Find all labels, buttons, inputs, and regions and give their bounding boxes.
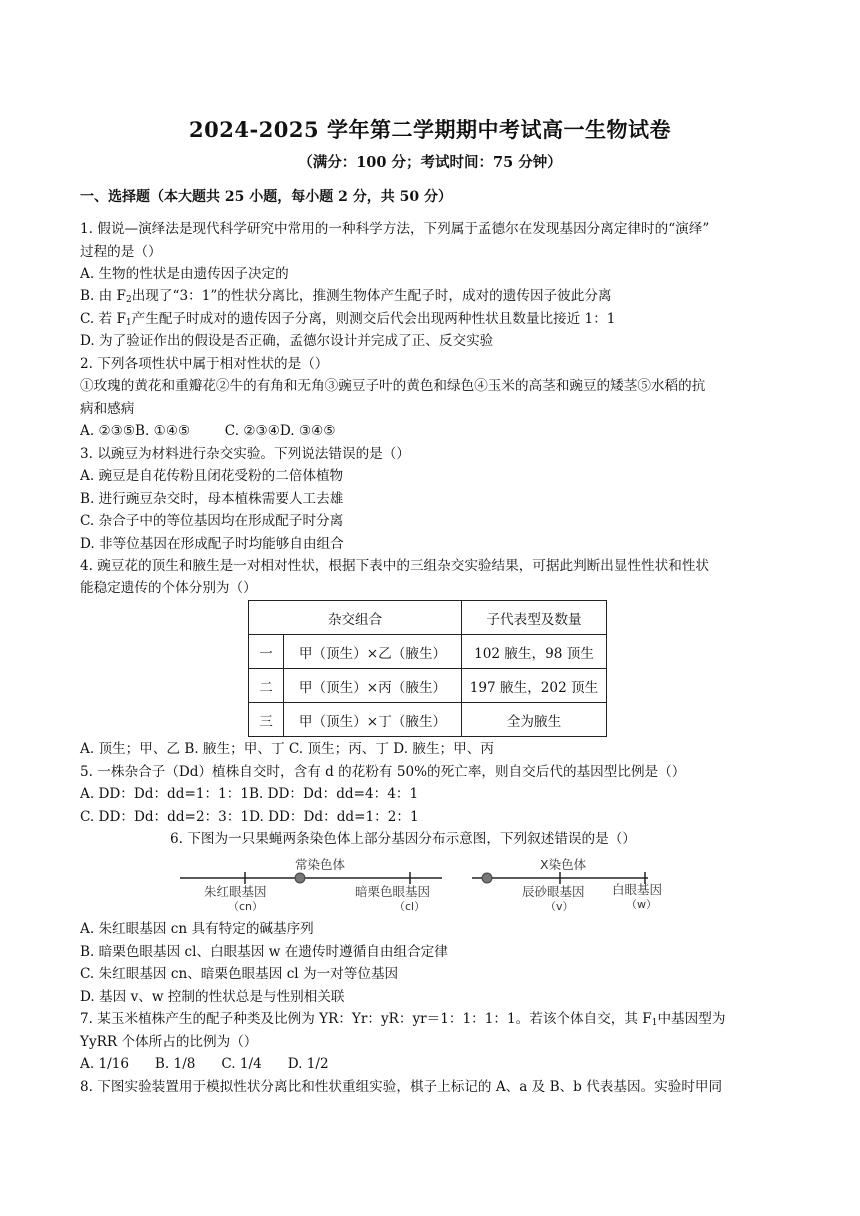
q1-stem-line2: 过程的是（） [80,244,162,260]
xchrom-label: X染色体 [540,857,587,872]
autosome-centromere [295,873,305,883]
row-cross: 甲（顶生）×乙（腋生） [284,635,462,669]
q1-option-b [80,287,612,309]
q1-option-c-post: 产生配子时成对的遗传因子分离，则测交后代会出现两种性状且数量比接近 1：1 [131,311,616,327]
gene-w-symbol: （w） [626,898,657,911]
q7-stem-post: 中基因型为 [657,1011,726,1027]
q7-stem-sub: 1 [651,1018,658,1028]
table-row [249,703,607,737]
q7-stem-pre: 7. 某玉米植株产生的配子种类及比例为 YR：Yr：yR：yr＝1：1：1：1。若该个体自交，其 F [80,1011,652,1027]
row-number: 一 [249,635,284,669]
q3-option-b: B. 进行豌豆杂交时，母本植株需要人工去雄 [80,491,344,507]
q1-option-a: A. 生物的性状是由遗传因子决定的 [80,266,289,282]
xchrom-centromere [482,873,492,883]
header-cross: 杂交组合 [249,601,462,635]
q7-stem-line1 [80,1010,725,1032]
q3-option-c: C. 杂合子中的等位基因均在形成配子时分离 [80,513,344,529]
q5-stem: 5. 一株杂合子（Dd）植株自交时，含有 d 的花粉有 50%的死亡率，则自交后代的基因型比例是（） [80,764,686,780]
gene-cl-label: 暗栗色眼基因 [355,884,431,899]
row-number: 二 [249,669,284,703]
gene-v-symbol: （v） [545,900,574,913]
page-subtitle: （满分：100 分；考试时间：75 分钟） [298,154,562,171]
table-row [249,635,607,669]
gene-cl-symbol: （cl） [394,900,426,913]
q1-option-c [80,310,615,332]
q6-stem: 6. 下图为一只果蝇两条染色体上部分基因分布示意图，下列叙述错误的是（） [170,831,636,847]
q5-options-ab: A. DD：Dd：dd=1：1：1B. DD：Dd：dd=4：4：1 [80,786,419,802]
q1-option-d: D. 为了验证作出的假设是否正确，孟德尔设计并完成了正、反交实验 [80,333,494,349]
q7-options: A. 1/16 B. 1/8 C. 1/4 D. 1/2 [80,1056,329,1072]
q3-stem: 3. 以豌豆为材料进行杂交实验。下列说法错误的是（） [80,446,410,462]
q1-option-b-post: 出现了“3：1”的性状分离比，推测生物体产生配子时，成对的遗传因子彼此分离 [131,288,612,304]
q3-option-d: D. 非等位基因在形成配子时均能够自由组合 [80,536,344,552]
q3-option-a: A. 豌豆是自花传粉且闭花受粉的二倍体植物 [80,468,344,484]
chromosome-diagram [170,852,700,912]
cross-table [248,600,607,737]
gene-v-label: 辰砂眼基因 [522,884,585,899]
q1-option-b-pre: B. 由 F [80,288,126,304]
section-heading: 一、选择题（本大题共 25 小题，每小题 2 分，共 50 分） [80,189,452,205]
row-cross: 甲（顶生）×丁（腋生） [284,703,462,737]
q6-option-c: C. 朱红眼基因 cn、暗栗色眼基因 cl 为一对等位基因 [80,966,399,982]
q2-items-line1: ①玫瑰的黄花和重瓣花②牛的有角和无角③豌豆子叶的黄色和绿色④玉米的高茎和豌豆的矮茎⑤水稻的抗 [80,378,706,394]
header-result: 子代表型及数量 [462,601,607,635]
q6-option-b: B. 暗栗色眼基因 cl、白眼基因 w 在遗传时遵循自由组合定律 [80,944,448,960]
q6-option-a: A. 朱红眼基因 cn 具有特定的碱基序列 [80,921,314,937]
q4-options: A. 顶生；甲、乙 B. 腋生；甲、丁 C. 顶生；丙、丁 D. 腋生；甲、丙 [80,741,494,757]
gene-cn-label: 朱红眼基因 [204,884,267,899]
row-cross: 甲（顶生）×丙（腋生） [284,669,462,703]
q2-items-line2: 病和感病 [80,401,135,417]
row-result: 102 腋生，98 顶生 [462,635,607,669]
gene-cn-symbol: （cn） [228,900,264,913]
gene-w-label: 白眼基因 [612,882,663,897]
table-row [249,669,607,703]
q1-stem-line1: 1. 假说—演绎法是现代科学研究中常用的一种科学方法，下列属于孟德尔在发现基因分离定律时的“演绎” [80,221,710,237]
q2-options: A. ②③⑤B. ①④⑤ C. ②③④D. ③④⑤ [80,423,336,439]
q8-stem: 8. 下图实验装置用于模拟性状分离比和性状重组实验，棋子上标记的 A、a 及 B、b 代表基因。实验时甲同 [80,1079,723,1095]
autosome-label: 常染色体 [295,857,346,872]
q2-stem: 2. 下列各项性状中属于相对性状的是（） [80,356,329,372]
q5-options-cd: C. DD：Dd：dd=2：3：1D. DD：Dd：dd=1：2：1 [80,809,419,825]
row-result: 197 腋生，202 顶生 [462,669,607,703]
q6-option-d: D. 基因 v、w 控制的性状总是与性别相关联 [80,989,345,1005]
table-header-row [249,601,607,635]
q4-stem-line2: 能稳定遗传的个体分别为（） [80,580,257,596]
q7-stem-line2: YyRR 个体所占的比例为（） [80,1034,258,1050]
q1-option-c-sub: 1 [125,318,132,328]
row-result: 全为腋生 [462,703,607,737]
row-number: 三 [249,703,284,737]
q4-stem-line1: 4. 豌豆花的顶生和腋生是一对相对性状，根据下表中的三组杂交实验结果，可据此判断出显性性状和性状 [80,558,710,574]
q1-option-b-sub: 2 [125,295,132,305]
page-title: 2024-2025 学年第二学期期中考试高一生物试卷 [189,117,671,142]
q1-option-c-pre: C. 若 F [80,311,126,327]
